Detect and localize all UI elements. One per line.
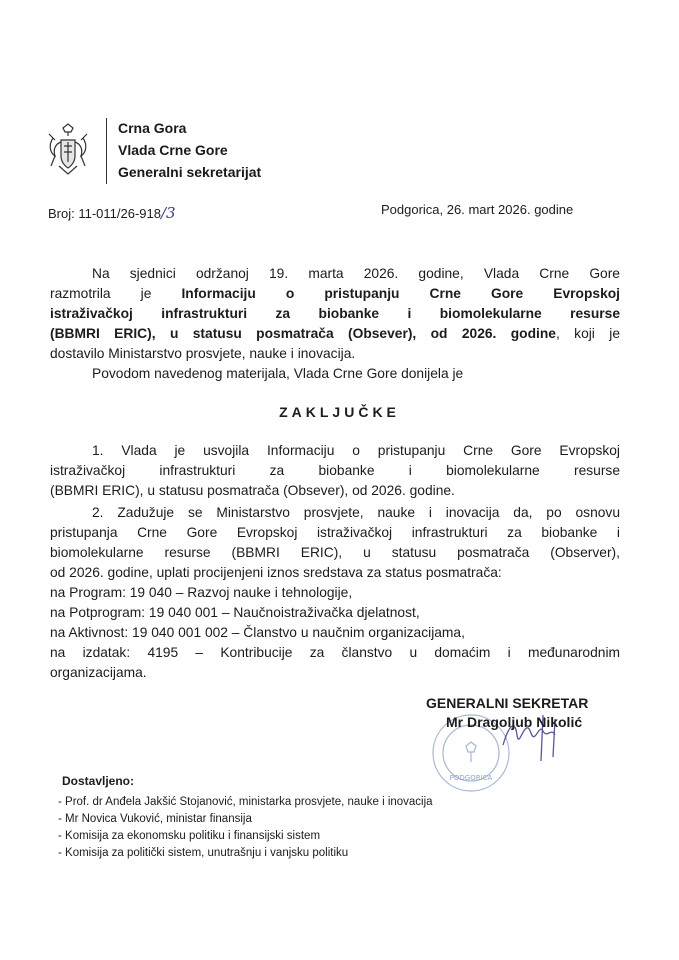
coat-of-arms-icon [45,122,91,178]
header-government: Vlada Crne Gore [118,142,228,158]
intro-line-2 [50,286,620,301]
item2-line-9: organizacijama. [50,665,147,680]
intro-line-6: Povodom navedenog materijala, Vlada Crne Gore donijela je [92,366,464,381]
item2-line-1: 2. Zadužuje se Ministarstvo prosvjete, nauke i inovacija da, po osnovu [92,505,620,520]
intro-line-2b: Informaciju o pristupanju Crne Gore Evropskoj [181,286,620,301]
intro-line-4b: , koji je [555,326,620,341]
reference-number [48,204,176,222]
item1-line-2: istraživačkoj infrastrukturi za biobanke i biomolekularne resurse [50,463,620,478]
item1-line-1: 1. Vlada je usvojila Informaciju o pristupanju Crne Gore Evropskoj [92,443,620,458]
signatory-title: GENERALNI SEKRETAR [426,695,589,711]
intro-line-2a: razmotrila je [50,286,182,301]
item2-line-3: biomolekularne resurse (BBMRI ERIC), u statusu posmatrača (Observer), [50,545,620,560]
reference-label: Broj: 11-011/26-918 [48,206,161,221]
intro-line-3: istraživačkoj infrastrukturi za biobanke i biomolekularne resurse [50,306,620,321]
reference-handwritten: /3 [160,204,176,222]
document-date: Podgorica, 26. mart 2026. godine [381,202,574,217]
conclusions-title: ZAKLJUČKE [279,404,400,420]
item2-line-2: pristupanja Crne Gore Evropskoj istraživačkoj infrastrukturi za biobanke i [50,525,620,540]
signatory-name: Mr Dragoljub Nikolić [446,714,583,730]
item2-line-8: na izdatak: 4195 – Kontribucije za članstvo u domaćim i međunarodnim [50,645,620,660]
intro-line-5: dostavilo Ministarstvo prosvjete, nauke i inovacija. [50,346,356,361]
header-divider [106,118,107,184]
item2-line-7: na Aktivnost: 19 040 001 002 – Članstvo u naučnim organizacijama, [50,625,465,640]
distribution-title: Dostavljeno: [62,774,135,788]
item2-line-6: na Potprogram: 19 040 001 – Naučnoistraživačka djelatnost, [50,605,420,620]
intro-line-4a: (BBMRI ERIC), u statusu posmatrača (Obsever), od 2026. godine [50,326,556,341]
intro-line-1: Na sjednici održanoj 19. marta 2026. godine, Vlada Crne Gore [92,266,620,281]
distribution-item: - Prof. dr Anđela Jakšić Stojanović, ministarka prosvjete, nauke i inovacija [58,796,433,808]
stamp-text: PODGORICA [449,774,493,782]
distribution-item: - Mr Novica Vuković, ministar finansija [58,813,252,825]
header-secretariat: Generalni sekretarijat [118,164,262,180]
intro-line-4 [50,326,620,341]
item1-line-3: (BBMRI ERIC), u statusu posmatrača (Obsever), od 2026. godine. [50,483,455,498]
header-country: Crna Gora [118,120,187,136]
distribution-item: - Komisija za politički sistem, unutrašnju i vanjsku politiku [58,847,349,859]
item2-line-5: na Program: 19 040 – Razvoj nauke i tehnologije, [50,585,353,600]
item2-line-4: od 2026. godine, uplati procijenjeni iznos sredstava za status posmatrača: [50,565,502,580]
distribution-item: - Komisija za ekonomsku politiku i finansijski sistem [58,830,321,842]
